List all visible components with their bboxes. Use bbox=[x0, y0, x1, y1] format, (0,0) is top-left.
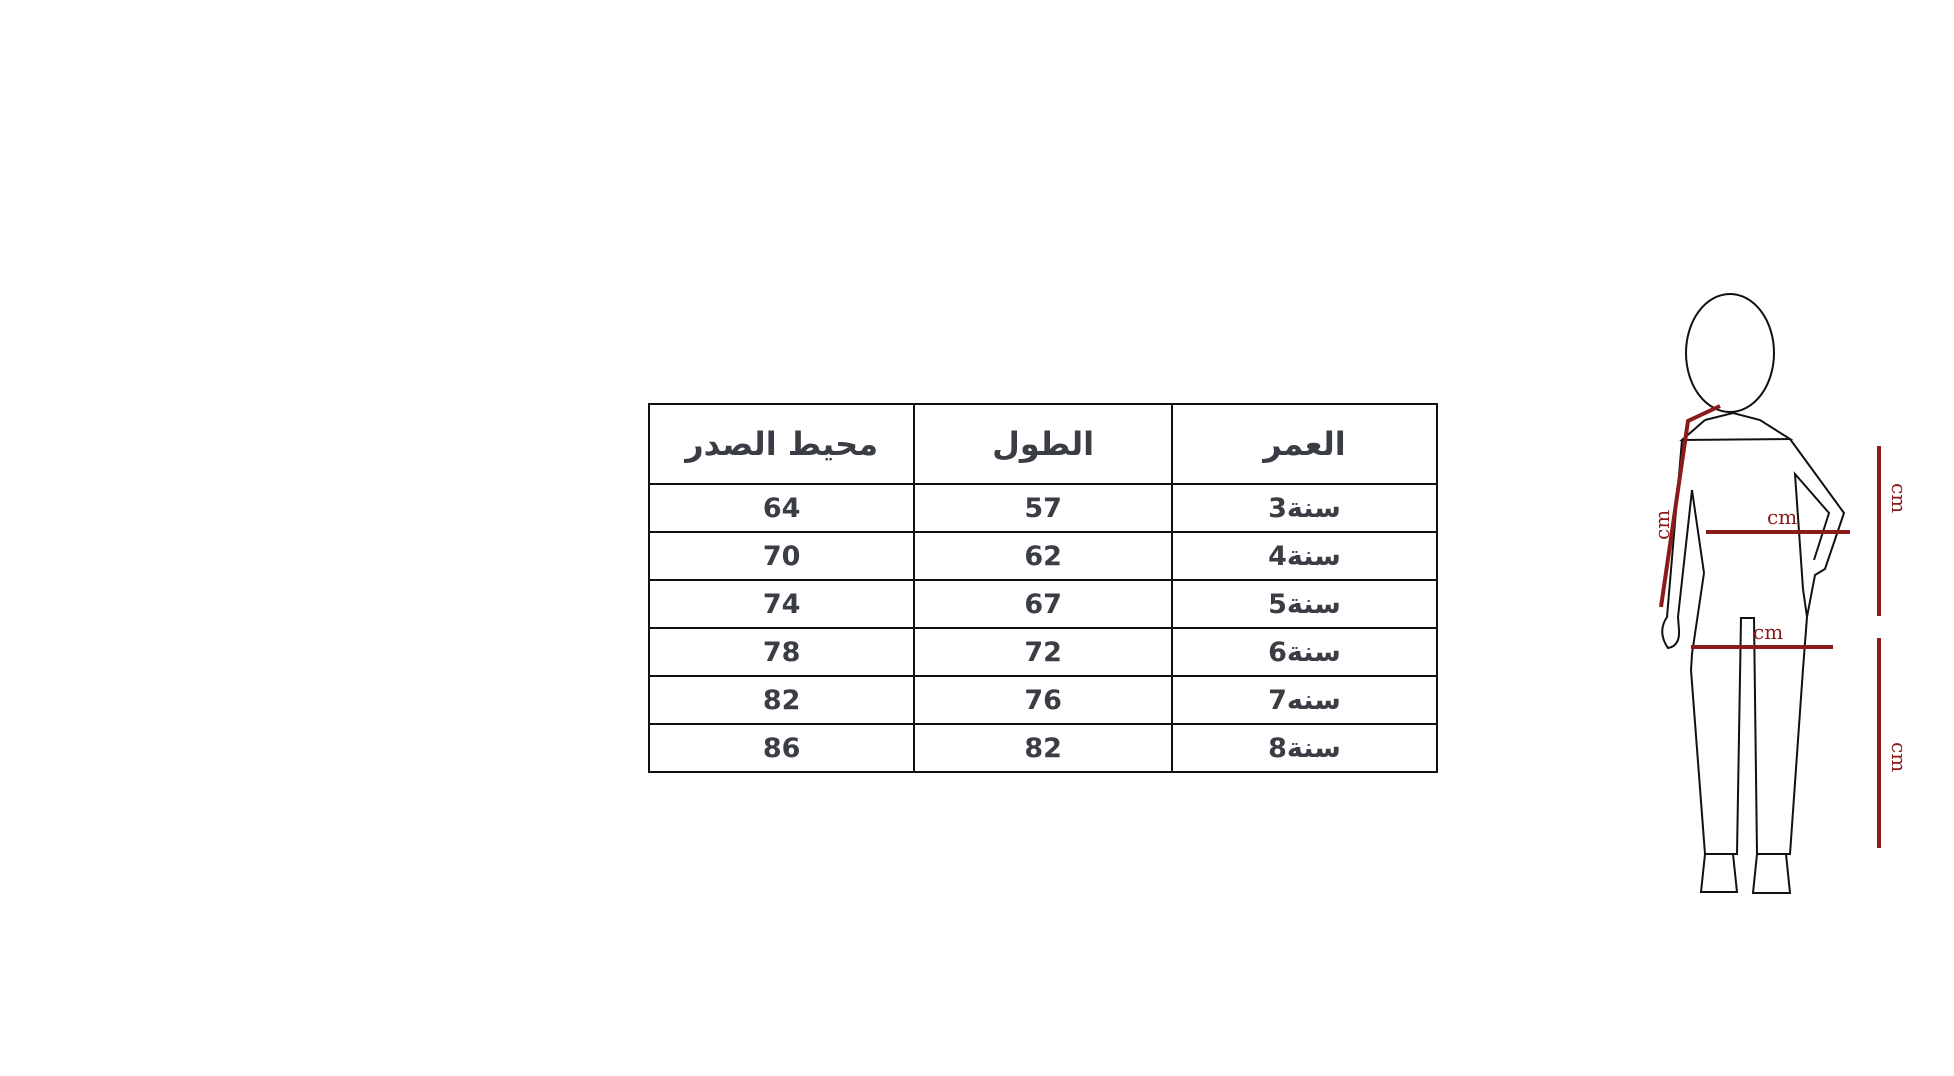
header-length: الطول bbox=[914, 404, 1172, 484]
cell-chest: 64 bbox=[649, 484, 914, 532]
header-chest: محيط الصدر bbox=[649, 404, 914, 484]
cell-chest: 82 bbox=[649, 676, 914, 724]
table-row bbox=[649, 532, 1437, 580]
cell-length: 82 bbox=[914, 724, 1172, 772]
bottom-length-cm-label: cm bbox=[1887, 742, 1911, 773]
header-age: العمر bbox=[1172, 404, 1437, 484]
size-chart-table bbox=[648, 403, 1438, 773]
cell-length: 72 bbox=[914, 628, 1172, 676]
top-length-cm-label: cm bbox=[1887, 483, 1911, 514]
table-row bbox=[649, 484, 1437, 532]
cell-chest: 78 bbox=[649, 628, 914, 676]
cell-chest: 86 bbox=[649, 724, 914, 772]
cell-length: 62 bbox=[914, 532, 1172, 580]
table-header-row bbox=[649, 404, 1437, 484]
cell-length: 67 bbox=[914, 580, 1172, 628]
measure-labels bbox=[1650, 483, 1911, 772]
sleeve-cm-label: cm bbox=[1650, 509, 1674, 540]
table-row bbox=[649, 628, 1437, 676]
cell-age: 7سنه bbox=[1172, 676, 1437, 724]
cell-age: 5سنة bbox=[1172, 580, 1437, 628]
head-outline bbox=[1686, 294, 1774, 412]
left-leg-outline bbox=[1691, 573, 1807, 854]
waist-cm-label: cm bbox=[1753, 620, 1784, 644]
right-arm-outline bbox=[1790, 439, 1844, 617]
cell-length: 57 bbox=[914, 484, 1172, 532]
cell-chest: 70 bbox=[649, 532, 914, 580]
right-shoe-outline bbox=[1753, 854, 1790, 893]
cell-age: 8سنة bbox=[1172, 724, 1437, 772]
cell-age: 4سنة bbox=[1172, 532, 1437, 580]
measurement-figure bbox=[1600, 280, 1911, 920]
body-outline bbox=[1662, 294, 1844, 893]
left-shoe-outline bbox=[1701, 854, 1737, 892]
table-row bbox=[649, 580, 1437, 628]
cell-age: 3سنة bbox=[1172, 484, 1437, 532]
chest-cm-label: cm bbox=[1767, 505, 1798, 529]
cell-length: 76 bbox=[914, 676, 1172, 724]
cell-age: 6سنة bbox=[1172, 628, 1437, 676]
table-row bbox=[649, 724, 1437, 772]
cell-chest: 74 bbox=[649, 580, 914, 628]
table-row bbox=[649, 676, 1437, 724]
